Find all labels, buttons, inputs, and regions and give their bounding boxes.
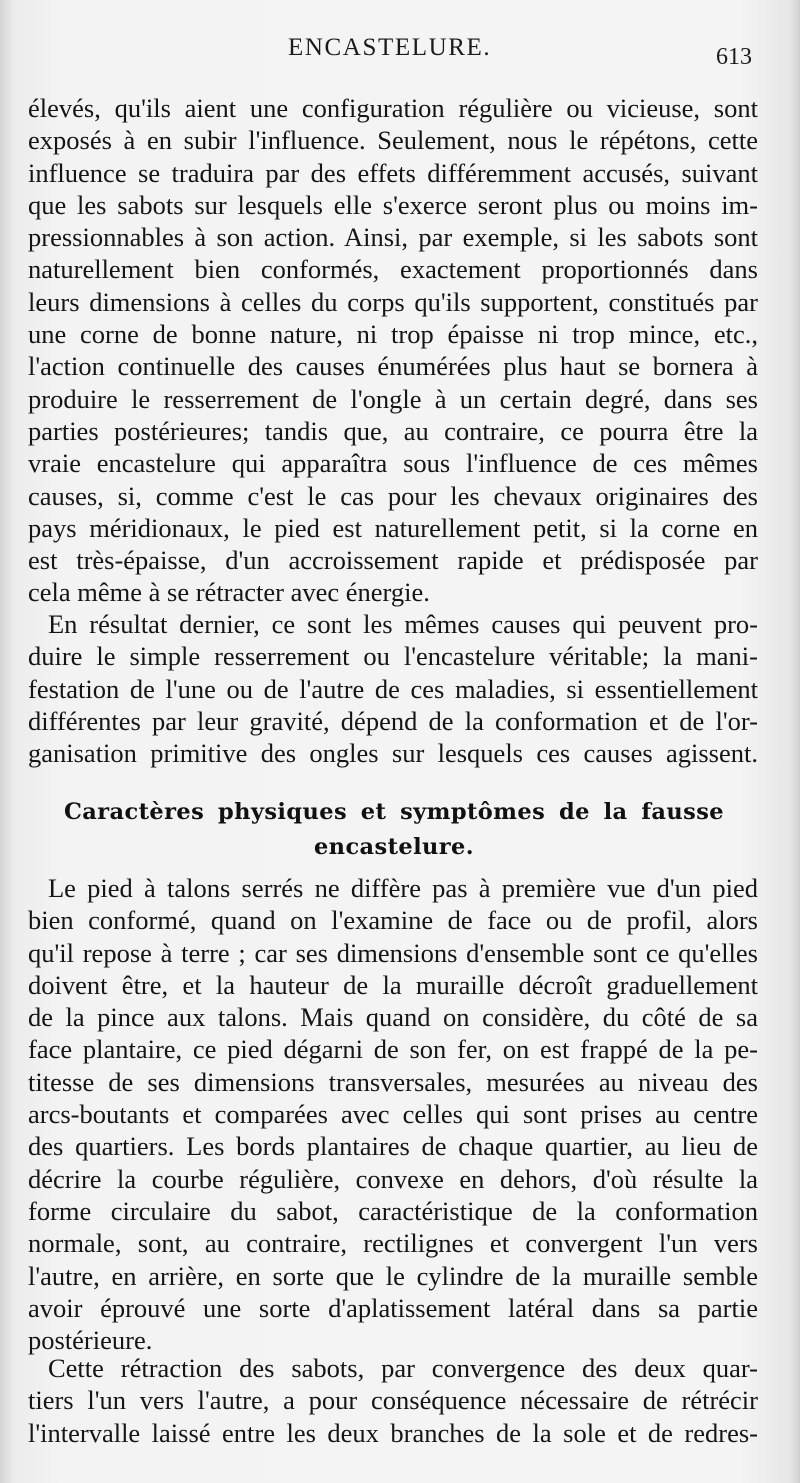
text-line: Le pied à talons serrés ne diffère pas à première vue d'un pied bbox=[48, 873, 758, 903]
text-line: décrire la courbe régulière, convexe en dehors, d'où résulte la bbox=[28, 1163, 758, 1194]
text-line: parties postérieures; tandis que, au contraire, ce pourra être la bbox=[28, 415, 758, 446]
text-line: vraie encastelure qui apparaîtra sous l'influence de ces mêmes bbox=[28, 448, 758, 479]
text-line: qu'il repose à terre ; car ses dimensions d'ensemble sont ce qu'elles bbox=[28, 937, 758, 968]
text-line: naturellement bien conformés, exactement proportionnés dans bbox=[28, 254, 758, 285]
text-line: causes, si, comme c'est le cas pour les chevaux originaires des bbox=[28, 480, 758, 511]
text-line: postérieure. bbox=[28, 1325, 153, 1356]
running-title: ENCASTELURE. bbox=[288, 34, 492, 61]
text-line: produire le resserrement de l'ongle à un certain degré, dans ses bbox=[28, 383, 758, 414]
text-line: normale, sont, au contraire, rectilignes et convergent l'un vers bbox=[28, 1228, 758, 1259]
text-line: exposés à en subir l'influence. Seulement, nous le répétons, cette bbox=[28, 125, 758, 156]
text-line: festation de l'une ou de l'autre de ces maladies, si essentiellement bbox=[28, 673, 758, 704]
text-line: titesse de ses dimensions transversales, mesurées au niveau des bbox=[28, 1066, 758, 1097]
text-line: pays méridionaux, le pied est naturellement petit, si la corne en bbox=[28, 512, 758, 543]
text-line: l'action continuelle des causes énumérées plus haut se bornera à bbox=[28, 351, 758, 382]
running-header bbox=[0, 34, 800, 70]
text-line: élevés, qu'ils aient une configuration régulière ou vicieuse, sont bbox=[28, 93, 758, 123]
text-line: tiers l'un vers l'autre, a pour conséquence nécessaire de rétrécir bbox=[28, 1385, 758, 1416]
text-line: leurs dimensions à celles du corps qu'ils supportent, constitués par bbox=[28, 286, 758, 317]
paragraph-retraction bbox=[28, 1352, 758, 1449]
text-line: forme circulaire du sabot, caractéristique de la conformation bbox=[28, 1195, 758, 1226]
page-number: 613 bbox=[716, 44, 752, 70]
text-line: influence se traduira par des effets différemment accusés, suivant bbox=[28, 157, 758, 188]
text-line: de la pince aux talons. Mais quand on considère, du côté de sa bbox=[28, 1002, 758, 1033]
text-line: face plantaire, ce pied dégarni de son fer, on est frappé de la pe- bbox=[28, 1034, 758, 1065]
text-line: l'autre, en arrière, en sorte que le cylindre de la muraille semble bbox=[28, 1260, 758, 1291]
paragraph-result bbox=[28, 608, 758, 769]
text-line: En résultat dernier, ce sont les mêmes causes qui peuvent pro- bbox=[48, 609, 758, 639]
section-heading-line: encastelure. bbox=[313, 834, 475, 860]
text-line: ganisation primitive des ongles sur lesquels ces causes agissent. bbox=[28, 738, 758, 769]
text-line: l'intervalle laissé entre les deux branches de la sole et de redres- bbox=[28, 1417, 758, 1448]
text-line: duire le simple resserrement ou l'encastelure véritable; la mani- bbox=[28, 641, 758, 672]
text-line: une corne de bonne nature, ni trop épaisse ni trop mince, etc., bbox=[28, 319, 758, 350]
text-line: des quartiers. Les bords plantaires de chaque quartier, au lieu de bbox=[28, 1131, 758, 1162]
paragraph-symptoms bbox=[28, 872, 758, 1356]
text-line: bien conformé, quand on l'examine de face ou de profil, alors bbox=[28, 905, 758, 936]
text-line: avoir éprouvé une sorte d'aplatissement latéral dans sa partie bbox=[28, 1292, 758, 1323]
text-line: différentes par leur gravité, dépend de la conformation et de l'or- bbox=[28, 705, 758, 736]
text-line: Cette rétraction des sabots, par convergence des deux quar- bbox=[48, 1353, 758, 1383]
text-line: arcs-boutants et comparées avec celles qui sont prises au centre bbox=[28, 1099, 758, 1130]
paragraph-continued bbox=[28, 92, 758, 609]
section-heading bbox=[64, 795, 724, 865]
section-heading-line: Caractères physiques et symptômes de la fausse bbox=[64, 799, 724, 825]
text-line: cela même à se rétracter avec énergie. bbox=[28, 577, 430, 608]
text-line: est très-épaisse, d'un accroissement rapide et prédisposée par bbox=[28, 545, 758, 576]
text-line: doivent être, et la hauteur de la muraille décroît graduellement bbox=[28, 969, 758, 1000]
text-line: que les sabots sur lesquels elle s'exerce seront plus ou moins im- bbox=[28, 189, 758, 220]
text-line: pressionnables à son action. Ainsi, par exemple, si les sabots sont bbox=[28, 222, 758, 253]
